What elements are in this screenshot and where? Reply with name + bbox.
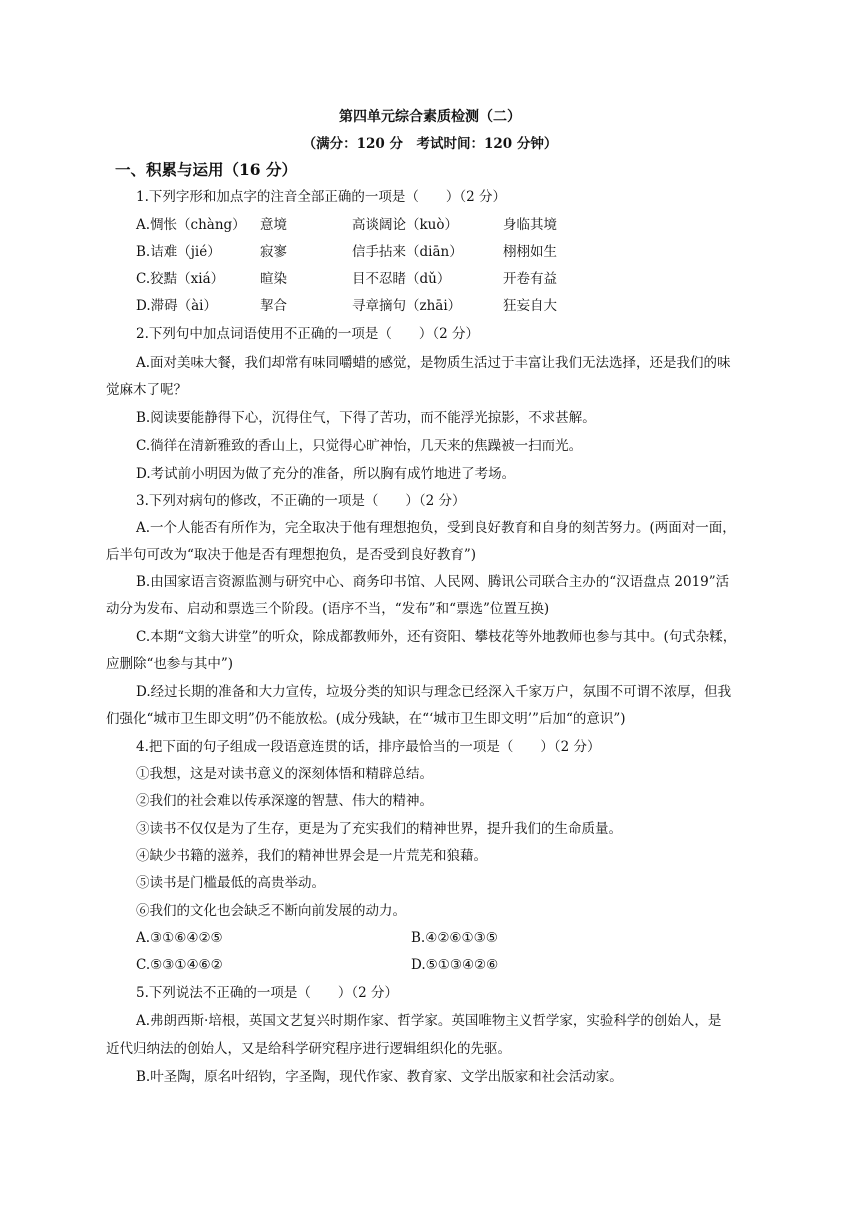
q5-a-line1: A.弗朗西斯·培根，英国文艺复兴时期作家、哲学家。英国唯物主义哲学家，实验科学的创始人，是	[136, 1013, 722, 1029]
q1-d-2: 挈合	[260, 298, 287, 314]
q1-c-1: C.狡黠（xiá）	[136, 271, 225, 287]
q3-d-line1: D.经过长期的准备和大力宣传，垃圾分类的知识与理念已经深入千家万户，氛围不可谓不浓厚，但我	[136, 684, 732, 700]
q4-option-a: A.③①⑥④②⑤	[136, 930, 223, 946]
q3-b-line2: 动分为发布、启动和票选三个阶段。(语序不当，“发布”和“票选”位置互换)	[106, 601, 550, 617]
q5-a-line2: 近代归纳法的创始人，又是给科学研究程序进行逻辑组织化的先驱。	[106, 1041, 511, 1057]
q3-b-line1: B.由国家语言资源监测与研究中心、商务印书馆、人民网、腾讯公司联合主办的“汉语盘点 2019”活	[136, 574, 730, 590]
q1-b-1: B.诘难（jié）	[136, 244, 221, 260]
q1-a-3: 高谈阔论（kuò）	[352, 217, 459, 233]
page-title: 第四单元综合素质检测（二）	[339, 109, 521, 125]
q1-a-1: A.惆怅（chàng）	[136, 217, 246, 233]
q1-c-3: 目不忍睹（dǔ）	[352, 271, 451, 287]
q4-sentence-5: ⑤读书是门槛最低的高贵举动。	[136, 875, 325, 891]
q4-sentence-4: ④缺少书籍的滋养，我们的精神世界会是一片荒芜和狼藉。	[136, 848, 487, 864]
q2-stem: 2.下列句中加点词语使用不正确的一项是（ ）（2 分）	[136, 326, 480, 342]
q4-sentence-6: ⑥我们的文化也会缺乏不断向前发展的动力。	[136, 903, 406, 919]
q1-b-3: 信手拈来（diān）	[352, 244, 463, 260]
q4-sentence-2: ②我们的社会难以传承深邃的智慧、伟大的精神。	[136, 793, 433, 809]
q5-stem: 5.下列说法不正确的一项是（ ）（2 分）	[136, 985, 399, 1001]
q3-c-line1: C.本期“文翁大讲堂”的听众，除成都教师外，还有资阳、攀枝花等外地教师也参与其中。(句式杂糅，	[136, 629, 737, 645]
q1-d-4: 狂妄自大	[503, 298, 557, 314]
q1-d-1: D.滞碍（ài）	[136, 298, 217, 314]
q4-sentence-3: ③读书不仅仅是为了生存，更是为了充实我们的精神世界，提升我们的生命质量。	[136, 821, 622, 837]
q2-a-line1: A.面对美味大餐，我们却常有味同嚼蜡的感觉，是物质生活过于丰富让我们无法选择，还是我们的味	[136, 355, 731, 371]
q1-a-2: 意境	[260, 217, 287, 233]
q3-stem: 3.下列对病句的修改，不正确的一项是（ ）（2 分）	[136, 493, 466, 509]
q2-d: D.考试前小明因为做了充分的准备，所以胸有成竹地进了考场。	[136, 466, 516, 482]
q4-stem: 4.把下面的句子组成一段语意连贯的话，排序最恰当的一项是（ ）（2 分）	[136, 739, 601, 755]
q4-sentence-1: ①我想，这是对读书意义的深刻体悟和精辟总结。	[136, 766, 433, 782]
section-heading: 一、积累与运用（16 分）	[115, 160, 297, 179]
q5-b: B.叶圣陶，原名叶绍钧，字圣陶，现代作家、教育家、文学出版家和社会活动家。	[136, 1069, 623, 1085]
q2-a-line2: 觉麻木了呢？	[106, 382, 187, 398]
q1-c-2: 暄染	[260, 271, 287, 287]
q4-option-d: D.⑤①③④②⑥	[411, 957, 499, 973]
q1-d-3: 寻章摘句（zhāi）	[352, 298, 462, 314]
q3-c-line2: 应删除“也参与其中”)	[106, 656, 234, 672]
q3-a-line2: 后半句可改为“取决于他是否有理想抱负，是否受到良好教育”)	[106, 547, 477, 563]
q2-c: C.徜徉在清新雅致的香山上，只觉得心旷神怡，几天来的焦躁被一扫而光。	[136, 438, 583, 454]
q1-c-4: 开卷有益	[503, 271, 557, 287]
q1-b-2: 寂寥	[260, 244, 287, 260]
q1-a-4: 身临其境	[503, 217, 557, 233]
q2-b: B.阅读要能静得下心，沉得住气，下得了苦功，而不能浮光掠影，不求甚解。	[136, 410, 596, 426]
q1-b-4: 栩栩如生	[503, 244, 557, 260]
q3-a-line1: A.一个人能否有所作为，完全取决于他有理想抱负，受到良好教育和自身的刻苦努力。(两面对一面，	[136, 520, 736, 536]
q1-stem: 1.下列字形和加点字的注音全部正确的一项是（ ）（2 分）	[136, 189, 507, 205]
q4-option-b: B.④②⑥①③⑤	[411, 930, 498, 946]
page-subtitle: （满分：120 分 考试时间：120 分钟）	[302, 136, 558, 152]
q4-option-c: C.⑤③①④⑥②	[136, 957, 223, 973]
q3-d-line2: 们强化“城市卫生即文明”仍不能放松。(成分残缺，在“‘城市卫生即文明’”后加“的意识”)	[106, 711, 626, 727]
